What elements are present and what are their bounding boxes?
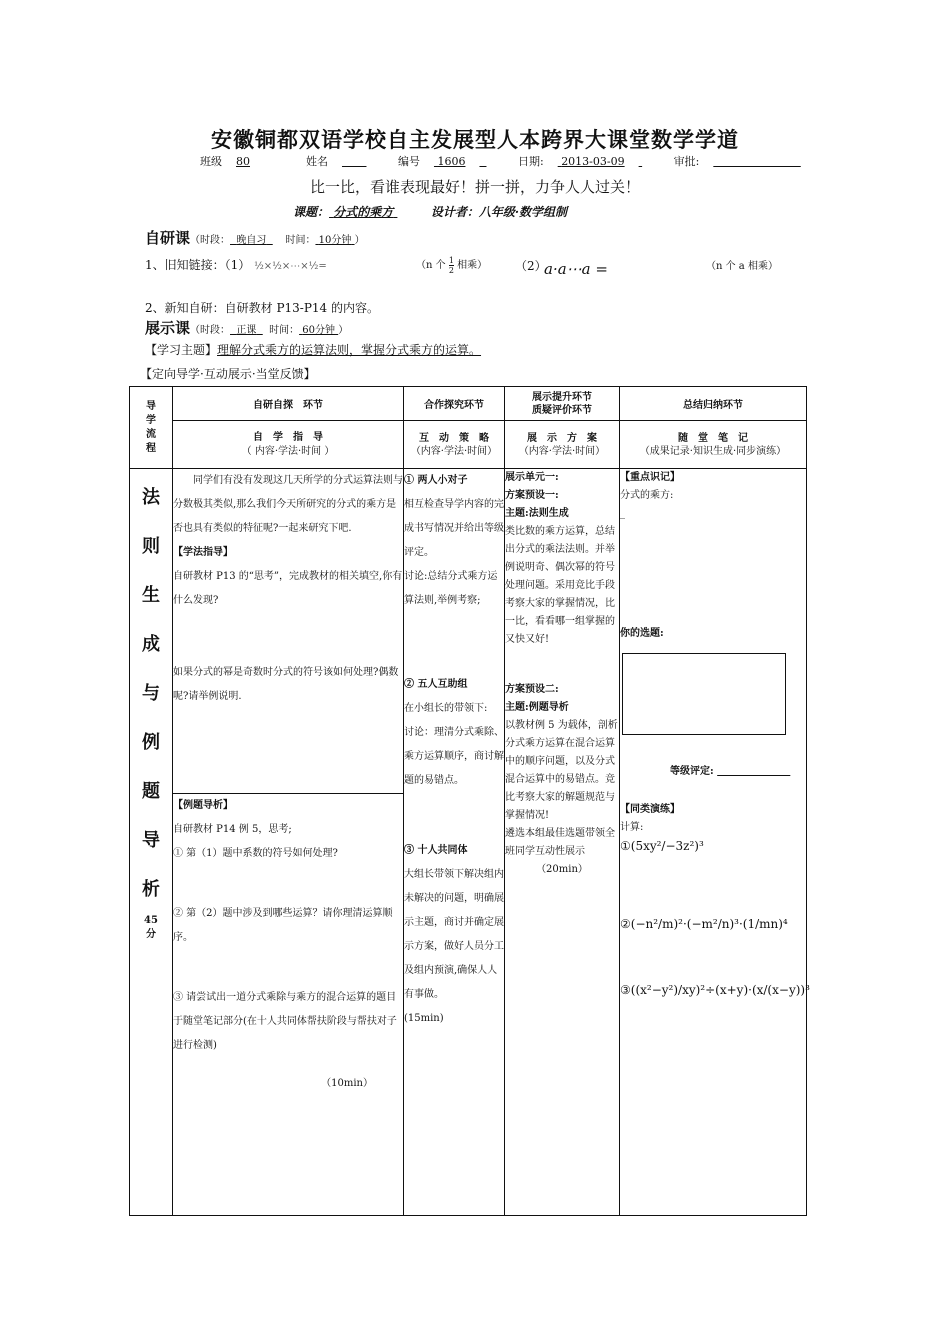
col3-subheader: 展 示 方 案 （内容·学法·时间） [505, 421, 620, 469]
col4-cell: 【重点识记】 分式的乘方: _ 你的选题: 等级评定: 【同类演练】 计算: ①(5xy²/−3z²)³ ②(−n²/m)²·(−m²/n)³·(1/mn)⁴ ③((x²−y²)/xy)²÷(x+y)·(x/(x−y))³ [620, 469, 807, 1216]
selected-problem-box[interactable] [622, 653, 786, 735]
info-line: 班级 80 姓名 编号 1606 日期: 2013-03-09 审批: [200, 155, 700, 168]
note-n-a: （n 个 a 相乘） [706, 261, 778, 272]
topic-line: 课题： 分式的乘方 设计者：八年级·数学组制 [293, 205, 568, 219]
col1-upper-cell: 同学们有没有发现这几天所学的分式运算法则与分数极其类似,那么我们今天所研究的分式的乘方是否也具有类似的特征呢?一起来研究下吧. 【学法指导】 自研教材 P13 的“思考”，完成教材的相关填空,你有什么发现? 如果分式的幂是奇数时分式的符号该如何处理?偶数呢?请举例说明. [173, 469, 404, 794]
col2-subheader: 互 动 策 略 （内容·学法·时间） [404, 421, 505, 469]
new-knowledge: 2、新知自研：自研教材 P13-P14 的内容。 [145, 301, 380, 315]
col2-header: 合作探究环节 [404, 387, 505, 421]
practice-3: ③((x²−y²)/xy)²÷(x+y)·(x/(x−y))³ [620, 983, 810, 997]
practice-1: ①(5xy²/−3z²)³ [620, 839, 704, 853]
old-knowledge-link: 1、旧知链接：（1） ½×½×⋯×½= [145, 258, 327, 272]
col2-cell: ① 两人小对子 相互检查导学内容的完成书写情况并给出等级评定。 讨论:总结分式乘方运算法则,举例考察; ② 五人互助组 在小组长的带领下: 讨论：理清分式乘除、乘方运算顺序，商讨解题的易错点。 ③ 十人共同体 大组长带领下解决组内未解决的问题，明确展示主题，商讨并确定展示方案，做好人员分工及组内预演,确保人人有事做。 (15min) [404, 469, 505, 1216]
formula-a-product: a·a⋯a = [544, 260, 608, 278]
flow-column: 法 则 生 成 与 例 题 导 析 45分 [130, 469, 173, 1216]
col4-subheader: 随 堂 笔 记 （成果记录·知识生成·同步演练） [620, 421, 807, 469]
page-title: 安徽铜都双语学校自主发展型人本跨界大课堂数学学道 [211, 127, 739, 152]
col3-cell: 展示单元一: 方案预设一: 主题:法则生成 类比数的乘方运算，总结出分式的乘法法则。并举例说明奇、偶次幂的符号处理问题。采用竞比手段考察大家的掌握情况，比一比，看看哪一组掌握的又快又好! 方案预设二: 主题:例题导析 以教材例 5 为载体，剖析分式乘方运算在混合运算中的顺序问题，以及分式混合运算中的易错点。竞比考察大家的解题规范与掌握情况! 遴选本组最佳选题带领全班同学互动性展示 （20min） [505, 469, 620, 1216]
col3-header: 展示提升环节 质疑评价环节 [505, 387, 620, 421]
col1-subheader: 自 学 指 导 （ 内容·学法·时间 ） [173, 421, 404, 469]
col1-header: 自研自探 环节 [173, 387, 404, 421]
show-class-heading: 展示课（时段： 正课 时间： 60分钟 ） [145, 319, 349, 337]
col1-lower-cell: 【例题导析】 自研教材 P14 例 5，思考; ① 第（1）题中系数的符号如何处理? ② 第（2）题中涉及到哪些运算？请你理清运算顺序。 ③ 请尝试出一道分式乘除与乘方的混合运算的题目于随堂笔记部分(在十人共同体帮扶阶段与帮扶对子进行检测) （10min） [173, 794, 404, 1216]
learning-table [129, 386, 810, 1216]
guide-line: 【定向导学·互动展示·当堂反馈】 [140, 367, 316, 381]
slogan: 比一比，看谁表现最好！拼一拼，力争人人过关！ [309, 178, 640, 196]
formula-part2-label: （2） [515, 259, 547, 273]
note-n-halves: （n 个 $\frac{1}{2}$ 相乘） [416, 256, 488, 275]
practice-2: ②(−n²/m)²·(−m²/n)³·(1/mn)⁴ [620, 917, 788, 931]
self-study-heading: 自研课（时段： 晚自习 时间： 10分钟 ） [145, 229, 365, 247]
col4-header: 总结归纳环节 [620, 387, 807, 421]
learning-theme: 【学习主题】理解分式乘方的运算法则，掌握分式乘方的运算。 [145, 343, 482, 357]
flow-header: 导学流程 [130, 387, 173, 469]
